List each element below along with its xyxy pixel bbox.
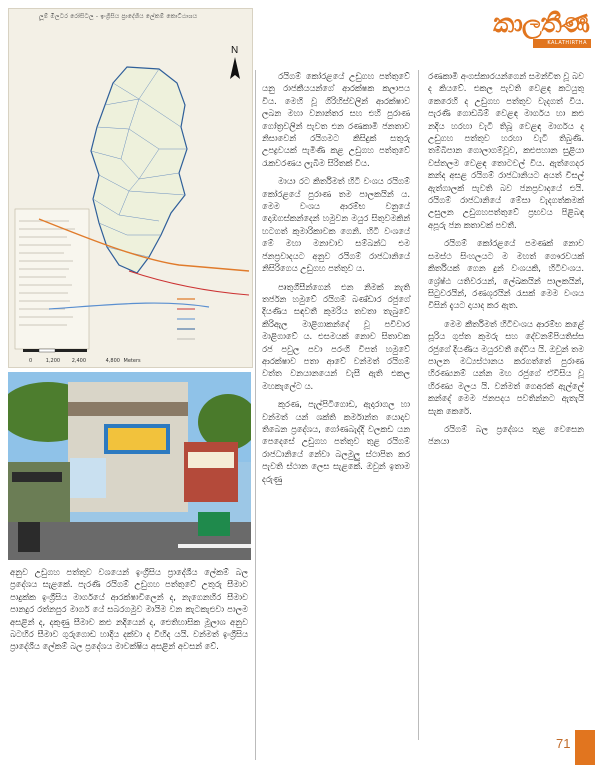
paragraph: රයිගම් කෝරළයේ උඩුගහ පත්තුවේ යනු රාජකීයයන්ගේ ආරක්ෂක කලාපය විය. මෙහි වූ ගිරිහිස්වලින් ආරක්ෂාව ලබන මහා වනාන්තර සහ එහි පුරාණ ගෝත්‍රවලින් පැවත එන රණකාමී ජනතාව නිසාවෙන් රයිගමට කිසිදුක් සතුරු උපද්‍රවයක් පැමිණි කළ උඩුගහ පත්තුවේ රැකවරණය ලැබීම සිරිතක් විය. [262, 71, 410, 168]
article-column-left [10, 566, 248, 659]
logo-wordmark: කාලතීර්‍ණ [493, 9, 589, 39]
map-title: ලූම් මිලටර රෝසිටල - ඉංග්‍රීසිය ප්‍රාදේශීය ලේකම් කොට්ඨාශය [39, 13, 198, 20]
svg-text:N: N [231, 45, 239, 56]
town-photo [8, 372, 251, 560]
logo-tagline: KALATHIRTHA [547, 40, 587, 46]
paragraph: රණකාමී අංගස්කාරයන්ගෙන් සමන්විත වූ බව ද කියවේ. එකල පැවති වෙළඳ කටයුතු කෙරෙහි ද උඩුගහ පත්තුව වැදගත් විය. පැරණි ගොඩබිම් වෙළඳ මාර්ගය හා කළු නදිය හරහා වැටී තිබූ වෙළඳ මාර්ගය ද උඩුගහ පත්තුව හරහා වැටී තිබුණි. තම්බිපාන ගොලාගම්වූව, කළුපහාන සුළියා වස්තලම වෙළඳ තොටවල් විය. ඇත්ගෙදර කන්ද අසළ රයිගම් රාජධානියට අයත් විසල් ඇත්ගාලක් පැවති බව ජනප්‍රවාදයේ එයි. රයිගම් රාජධානියේ මේසා වැදගත්කමක් උසුලන උඩුගහපත්තුවේ ප්‍රභවය පිළිබඳ අපූරු ජන කතාවක් පවතී. [428, 71, 584, 230]
area-map [8, 8, 253, 368]
paragraph: මෙම කීර්තිමත් හිටිවංශය ආරම්භ කළේ සූරිය ගුප්ත කුමරු සහ දේවනම්පියතිස්ස රජුගේ දියණිය මයුරවතී දේවිය යි. ඔවුන් තම පාලන මධ්‍යස්ථානය කරගත්තේ පුරාණ හිරණ්‍යනම් යන්න මහ රජුගේ ඒවිසිය වූ හිරණ්‍ය මලය යි. වන්මත් ගෙඅරක් ඇල්ලේ කන්දේ මෙම ජනපදය පවතින්නට ඇතැයි සැක කෙරේ. [428, 318, 584, 416]
scale-labels [29, 358, 141, 364]
scale-bar [23, 349, 87, 352]
map-drawing [9, 9, 252, 367]
column-divider [418, 70, 419, 740]
article-column-middle [262, 70, 410, 491]
scale-unit: Meters [123, 358, 141, 364]
paragraph: රයිගම් බල ප්‍රදේශය තුළ වෙසෙන ජනයා [428, 423, 584, 447]
north-arrow-icon [230, 45, 240, 79]
scale-0: 0 [29, 358, 33, 364]
article-column-right [428, 70, 584, 454]
paragraph: අනුව උඩුගහ පත්තුව වශයෙන් ඉංග්‍රීසිය ප්‍රාදේශීය ලේකම් බල ප්‍රදේශය සැළකේ. පැරණි රයිගම් උඩුගහ පත්තුවේ උතුරු සීමාව පාදුක්ක ඉංග්‍රීසිය මාර්ගයේ ආරක්ෂාවිලෙන් ද, නැගෙනහිර සීමාව පානදුර රත්නපුර මාර්ග යේ සබරගමුව මායිම වන කැටකැළුවා පාලම අසළින් ද, දකුණු සීමාව කළු නදියෙන් ද, ඓතිහාසික මූලාශ අනුව බටහිර සීමාව ගුරුගොඩ හාදිය දක්වා ද විහිද යයි. වන්මත් ඉංග්‍රීසිය ප්‍රාදේශීය ලේකම් බල ප්‍රදේශය මාවක්ෂිය අසළින් අවසන් වේ. [10, 567, 248, 652]
magazine-logo [455, 5, 591, 57]
column-divider [255, 70, 256, 760]
scale-3: 4,800 [105, 358, 120, 364]
page-corner-bar [575, 730, 595, 765]
paragraph: රයිගම් කෝරළයේ පමණක් නොව සමස්ථ සිංහලයට ම මහත් ගෞරවයක් කිර්තියක් ගෙන දුන් වංශයකි, හිටිවංශය. ශ්‍රේෂ්ඨ යතිවරයන්, ලේඛකයින් පාලකයින්, සිටුවරයින්, රණශූරයින් රැසක් මෙම වංශය විසින් දැයට දායාද කර ඇත. [428, 238, 584, 311]
page-number: 71 [556, 736, 571, 751]
paragraph: මායා රට කිර්තිමත් හිටි වංශය රයිගම් කෝරළයේ පුරාණ තම පාලකයින් ය. මෙම වංශය ආරම්භ වනුයේ දොඹගස්කන්දෙන් හමුවන මයුර සිතුවමකින් හටගත් කුමාරිකාවක ගෙනි. හිටි වංශයේ මේ මහා මනාවාව සම්බන්ධ එම ජනප්‍රවාදයට අනුව රයිගම් රාජධානියේ නිසිරිගෙය උඩුගහ පත්තුව ය. [262, 176, 410, 274]
scale-1: 1,200 [45, 358, 61, 364]
paragraph: පෘතුගීසීන්ගෙන් එන නිමක් නැති තර්ජන හමුවේ රයිගම් බණ්ඩාර රජුගේ දියණිය සඳවතී කුමරිය තවතා තැබුවේ කිරිඇල මාළිගාකන්දේ වූ පවිවාර මාළිගාවේ ය. එසමයක් නොව සිතාවක රජ පවුල පවා පරංගි විපත් හමුවේ ආරක්ෂාව පතා ආවේ වන්මත් රයිගම් වත්ත වනයානයෙන් වැසී ඇති එකල මහකැලේට ය. [262, 281, 410, 391]
paragraph: කුරණ, පැල්පිටිගොඩ, ඇදාරාගල හා වන්මත් යන් ශක්ති කර්මාන්ත යොදාව තිබෙන ප්‍රදේශය, ගෝණබැද්දි වලකඩ යන පෙදෙසේ උඩුගහ පත්තුව තුළ රයිගම් රාජධානියේ නේවා බලමුලු ස්ථාපිත කර පැවති ස්ථාන ලෙස සැළකේ. ඔවුන් ඉතාම දරුණු [262, 399, 410, 484]
scale-2: 2,400 [71, 358, 87, 364]
